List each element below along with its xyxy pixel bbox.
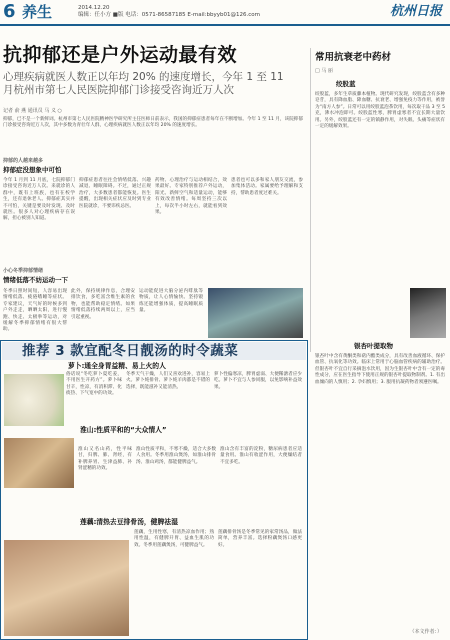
veg1-column-1: 俗话说“冬吃萝卜夏吃姜，不用医生开药方”。萝卜味甘辛，性凉，有消积滞、化痰热、下气宽中的功效。: [66, 372, 122, 397]
photo-woman-outdoors: [208, 288, 303, 338]
subhead1-title: 抑郁症没想象中可怕: [3, 166, 62, 174]
photo-yam: [4, 438, 74, 488]
article-column-7: 运动能促进大脑分泌内啡肽等物质，让人心情愉快。坚持锻炼还能增强体质，提高睡眠质量。: [139, 289, 203, 314]
article-deck-line1: 心理疾病就医人数正以年均 20% 的速度增长，今年 1 至 11: [3, 71, 284, 83]
veg3-column-1: 莲藕，生用性寒，有清热凉血作用；熟用性温，有健脾开胃、益血生肌的功效。冬季用莲藕煲汤，可健脾益气。: [134, 530, 214, 548]
photo-lotus-root: [4, 540, 129, 636]
article-headline: 抗抑郁还是户外运动最有效: [3, 44, 238, 66]
page-number: 6: [3, 1, 16, 22]
sidebar-title: 常用抗衰老中药材: [315, 52, 392, 63]
veg2-column-2: 淮山性质平和，不寒不燥，适合大多数人食用。冬季用淮山煲汤，如淮山排骨汤、淮山鸡汤，都能健脾益气。: [136, 447, 216, 465]
sidebar-body-ginkgo: 银杏叶中含有黄酮类和萜内酯类成分，具有改善血液循环、保护血管、抗氧化等功效。临床上常用于心脑血管疾病的辅助治疗。但银杏叶不宜自行采摘泡水饮用，因为生银杏叶中含有一定的毒性成分，应在医生指导下使用正规的银杏叶提取物制剂。1. 有出血倾向的人慎用；2. 孕妇慎用；3. 服用抗凝药物者须遵医嘱。: [315, 354, 445, 385]
photo-radish: [4, 374, 64, 426]
article-deck-line2: 月杭州市第七人民医院抑郁门诊接受咨询近万人次: [3, 84, 234, 96]
article-column-5: 冬季日照时间短，人容易出现情绪低落、疲倦嗜睡等症状。专家建议，天气好的时候多到户外走走，晒晒太阳，进行慢跑、快走、太极拳等运动，对缓解冬季抑郁情绪有很大帮助。: [3, 289, 67, 333]
article-column-4: 患者也可以多和家人朋友交流，参加集体活动。家属要给予理解和支持，帮助患者度过难关。: [231, 178, 303, 196]
sidebar-subhead-gynostemma: 绞股蓝: [336, 80, 356, 88]
article-column-1: 今年 1 月到 11 月底，七院抑郁门诊接受咨询近万人次。来就诊的人群中，既有上班族，也有在校学生，还有退休老人。抑郁症其实并不可怕，关键是要及时发现、及时就医。很多人对心理疾病存在误解，担心被别人知道。: [3, 178, 75, 222]
veg1-title: 萝卜:通全身胃益精、易上火的人: [68, 362, 166, 370]
veg2-title: 淮山:性质平和的“大众情人”: [80, 426, 167, 434]
issue-date: 2014.12.20: [78, 5, 110, 11]
sidebar-body-gynostemma: 绞股蓝，多年生草质藤本植物。现代研究发现，绞股蓝含有多种皂苷，具有降血脂、降血糖、抗衰老、增强免疫力等作用，被誉为“南方人参”。日常可以用绞股蓝泡茶饮用，每次取干品 3 至 5 克，沸水冲泡即可。绞股蓝性寒，脾胃虚寒者不宜长期大量饮用。另外，绞股蓝还有一定的镇静作用，对失眠、头痛等症状有一定的缓解效果。: [315, 92, 445, 130]
feature-title: 推荐 3 款宜配冬日靓汤的时令蔬菜: [22, 343, 239, 359]
veg1-column-2: 冬季天气干燥，人们又喜欢进补，容易上火。萝卜炖排骨、萝卜炖羊肉都是不错的选择，既能滋补又能清热。: [126, 372, 210, 390]
sidebar-signoff: （本文作者：）: [409, 629, 442, 635]
article-column-3: 药物、心理治疗与运动相结合，效果最好。专家特别推荐户外运动，阳光、新鲜空气和适量运动，能够有效改善情绪。每周坚持三次以上，每次半小时左右，就能看到效果。: [155, 178, 227, 216]
subhead1-kicker: 抑郁的人越来越多: [3, 158, 44, 164]
article-byline: 记者 俞 燕 通讯员 马 义 ○: [3, 108, 62, 114]
sidebar-subhead-ginkgo: 银杏叶提取物: [354, 342, 393, 350]
header-meta: [78, 5, 298, 19]
veg3-title: 莲藕:清热去豆排骨汤，健脾祛湿: [80, 518, 178, 526]
article-intro: 抑郁，已不是一个新鲜词。杭州市第七人民医院精神医学研究所主任医师日前表示，我国的抑郁症患者每年在不断增加。今年 1 至 11 月，该院抑郁门诊接受咨询近万人次，其中多数为青壮年人群，心理疾病就医人数正以年均 20% 的速度增长。: [3, 117, 303, 129]
veg2-column-3: 淮山含有丰富的淀粉，糖尿病患者应适量食用。淮山有收涩作用，大便燥结者不宜多吃。: [220, 447, 302, 465]
subhead2-kicker: 小心冬季抑郁情绪: [3, 268, 44, 274]
sidebar-author: □ 马 丽: [315, 68, 333, 74]
article-column-6: 此外，保持规律作息，合理安排饮食，多吃富含维生素的食物，也能帮助稳定情绪。如果情绪低落持续两周以上，应当引起重视。: [71, 289, 135, 320]
veg3-column-2: 莲藕排骨汤是冬季常见的家常汤品，做法简单，营养丰富。选择粉藕煲汤口感更好。: [218, 530, 302, 548]
masthead-logo: 杭州日报: [389, 4, 442, 19]
subhead2-title: 情绪低落不妨运动一下: [3, 276, 68, 284]
editor-contact: 编辑：任小方 ■版 电话：0571-86587185 E-mail:bbyyb01@126.com: [78, 12, 260, 18]
veg1-column-3: 萝卜性偏寒凉，脾胃虚弱、大便稀溏者应少吃。萝卜不宜与人参同服，以免影响补益效果。: [214, 372, 302, 390]
section-title: 养生: [22, 3, 53, 21]
veg2-column-1: 淮山又名山药，性平味甘，归脾、肺、肾经，有补脾养胃、生津益肺、补肾涩精的功效。: [78, 447, 132, 472]
article-column-2: 抑郁症患者往往会情绪低落、兴趣减退、睡眠障碍。不过，通过正规治疗，大多数患者都能恢复。医生提醒，出现相关症状应及时到专业医院就诊，不要讳疾忌医。: [79, 178, 151, 209]
header-rule: [0, 24, 450, 26]
